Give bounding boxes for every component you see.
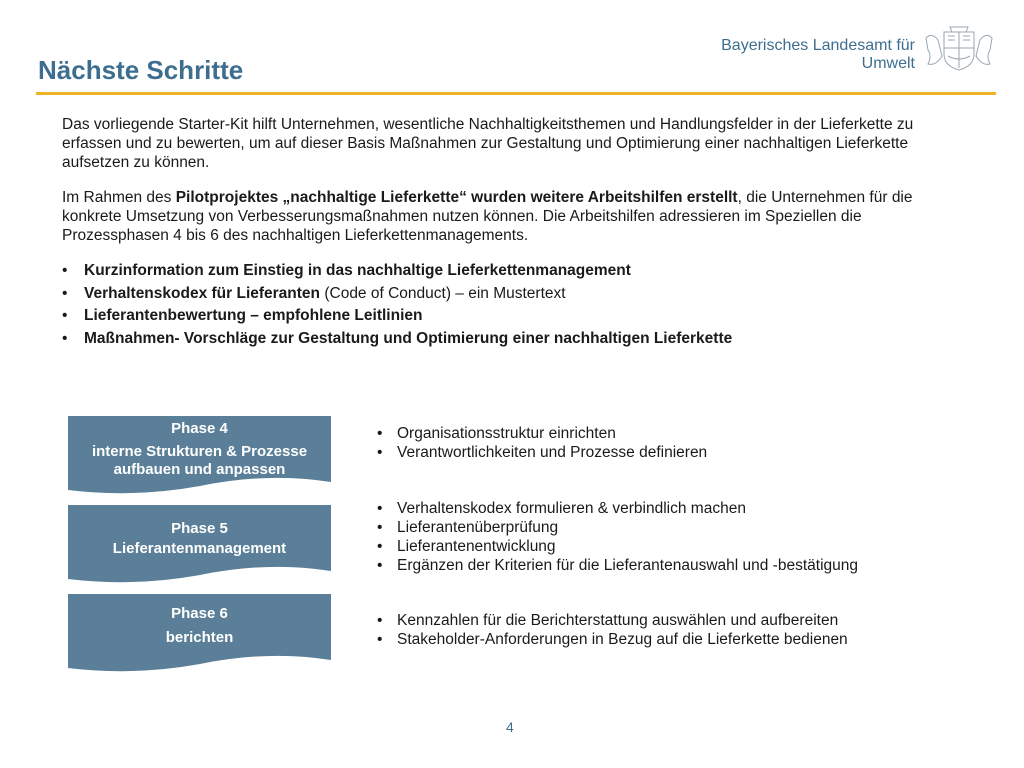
phase-6-title: Phase 6 bbox=[171, 605, 228, 622]
phase-5-text bbox=[68, 505, 331, 558]
tools-item-2-rest: (Code of Conduct) – ein Mustertext bbox=[320, 284, 566, 302]
phase-6-tasks bbox=[377, 611, 848, 649]
phase-5-task: • Lieferantenentwicklung bbox=[377, 537, 858, 556]
intro-paragraph-1: Das vorliegende Starter-Kit hilft Unternehmen, wesentliche Nachhaltigkeitsthemen und Handlungsfelder in der Lieferkette zu erfassen und zu bewerten, um auf dieser Basis Maßnahmen zur Gestaltung und Optimierung einer nachhaltigen Lieferkette aufsetzen zu können. bbox=[62, 116, 914, 171]
phase-4-task: • Organisationsstruktur einrichten bbox=[377, 424, 707, 443]
intro-paragraph-2 bbox=[62, 188, 932, 245]
organization-name-line1: Bayerisches Landesamt für bbox=[721, 37, 915, 54]
phase-5-banner bbox=[68, 505, 331, 585]
tools-item-2-label: Verhaltenskodex für Lieferanten bbox=[84, 284, 321, 302]
phase-6-text bbox=[68, 594, 331, 647]
intro-p2-start: Im Rahmen des bbox=[62, 189, 176, 206]
phase-4-text bbox=[68, 416, 331, 479]
intro-p2-emphasis: Pilotprojektes „nachhaltige Lieferkette“ wurden weitere Arbeitshilfen erstellt bbox=[175, 189, 738, 206]
tools-list bbox=[62, 261, 932, 348]
phase-4-tasks bbox=[377, 424, 707, 462]
phase-6-task: • Stakeholder-Anforderungen in Bezug auf die Lieferkette bedienen bbox=[377, 630, 848, 649]
phase-5-tasks bbox=[377, 499, 858, 575]
organization-name-line2: Umwelt bbox=[861, 55, 915, 72]
phase-4-title: Phase 4 bbox=[171, 420, 228, 437]
phase-5-subtitle: Lieferantenmanagement bbox=[112, 540, 287, 557]
tools-list-item bbox=[62, 261, 932, 280]
phase-6-task: • Kennzahlen für die Berichterstattung auswählen und aufbereiten bbox=[377, 611, 848, 630]
tools-item-4-label: Maßnahmen- Vorschläge zur Gestaltung und Optimierung einer nachhaltigen Lieferkette bbox=[84, 329, 733, 347]
tools-list-item bbox=[62, 284, 932, 303]
header-divider bbox=[36, 92, 996, 95]
tools-list-item bbox=[62, 306, 932, 325]
phase-4-banner bbox=[68, 416, 331, 496]
page-number: 4 bbox=[506, 719, 514, 735]
phase-4-task: • Verantwortlichkeiten und Prozesse definieren bbox=[377, 443, 707, 462]
tools-list-item bbox=[62, 329, 932, 348]
phase-6-subtitle: berichten bbox=[165, 629, 234, 646]
phase-5-task: • Lieferantenüberprüfung bbox=[377, 518, 858, 537]
phase-5-task: • Ergänzen der Kriterien für die Lieferantenauswahl und -bestätigung bbox=[377, 556, 858, 575]
coat-of-arms-icon bbox=[922, 26, 996, 72]
organization-name bbox=[721, 37, 915, 73]
tools-item-1-label: Kurzinformation zum Einstieg in das nachhaltige Lieferkettenmanagement bbox=[84, 262, 631, 279]
tools-item-3-label: Lieferantenbewertung – empfohlene Leitlinien bbox=[84, 307, 423, 324]
phase-5-title: Phase 5 bbox=[171, 520, 228, 537]
phase-6-banner bbox=[68, 594, 331, 674]
phase-5-task: • Verhaltenskodex formulieren & verbindlich machen bbox=[377, 499, 858, 518]
phase-4-subtitle: interne Strukturen & Prozesse aufbauen und anpassen bbox=[91, 443, 308, 478]
body-text bbox=[62, 115, 932, 351]
intro-p2-end: , die Unternehmen für die konkrete Umsetzung von Verbesserungsmaßnahmen nutzen können. Die Arbeitshilfen adressieren im Speziellen die Prozessphasen 4 bis 6 des nachhaltigen Lieferkettenmanagements. bbox=[62, 189, 913, 244]
page-title: Nächste Schritte bbox=[38, 55, 244, 85]
